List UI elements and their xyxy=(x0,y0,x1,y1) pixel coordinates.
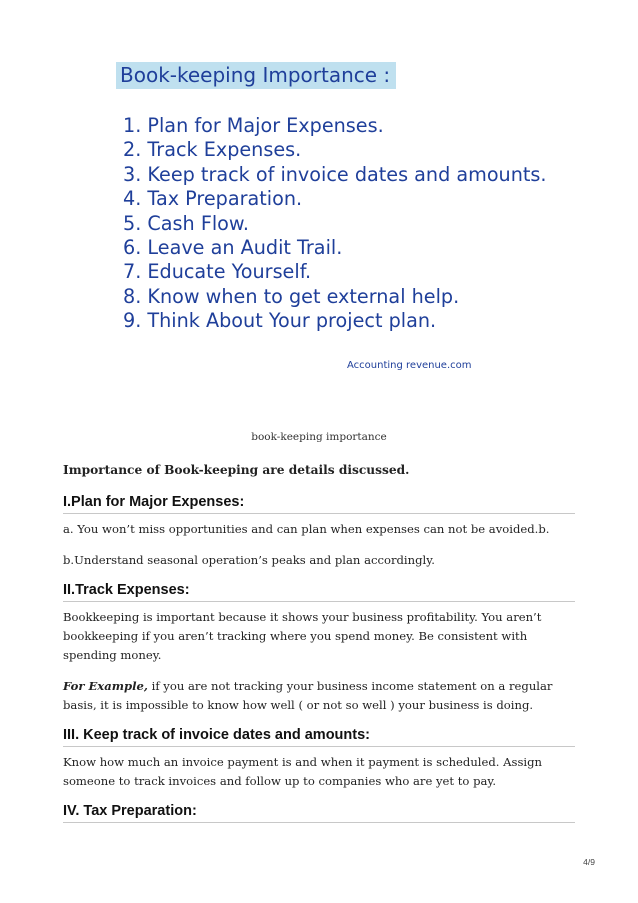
figure-list-item: 5. Cash Flow. xyxy=(123,211,249,235)
figure-list-item: 8. Know when to get external help. xyxy=(123,284,460,308)
figure-list-item: 7. Educate Yourself. xyxy=(123,260,312,284)
figure-source: Accounting revenue.com xyxy=(347,360,472,371)
article-body xyxy=(63,461,575,829)
section-paragraph: b.Understand seasonal operation’s peaks and plan accordingly. xyxy=(63,553,435,567)
figure-list-item: 6. Leave an Audit Trail. xyxy=(123,235,343,259)
figure-list-item: 2. Track Expenses. xyxy=(123,138,302,162)
figure-list xyxy=(123,114,547,334)
section-heading-plan: I.Plan for Major Expenses: xyxy=(63,494,575,514)
intro-text: Importance of Book-keeping are details discussed. xyxy=(63,463,410,477)
section-paragraph: Know how much an invoice payment is and when it payment is scheduled. Assign someone to track invoices and follow up to companies who are yet to pay. xyxy=(63,755,543,788)
example-label: For Example, xyxy=(63,679,148,693)
section-heading-invoice: III. Keep track of invoice dates and amounts: xyxy=(63,727,575,747)
figure-list-item: 1. Plan for Major Expenses. xyxy=(123,114,384,137)
section-heading-tax: IV. Tax Preparation: xyxy=(63,803,575,823)
bookkeeping-importance-figure xyxy=(103,58,547,393)
figure-list-item: 3. Keep track of invoice dates and amounts. xyxy=(123,162,547,186)
figure-caption: book-keeping importance xyxy=(251,431,387,443)
figure-list-item: 9. Think About Your project plan. xyxy=(123,309,437,333)
figure-list-item: 4. Tax Preparation. xyxy=(123,187,303,211)
page-number: 4/9 xyxy=(583,857,595,867)
figure-title: Book-keeping Importance : xyxy=(116,62,396,89)
section-paragraph: Bookkeeping is important because it shows your business profitability. You aren’t bookkeeping if you aren’t tracking where you spend money. Be consistent with spending money. xyxy=(63,610,542,662)
example-paragraph xyxy=(63,677,575,715)
example-text: if you are not tracking your business income statement on a regular basis, it is impossible to know how well ( or not so well ) your business is doing. xyxy=(63,679,553,712)
section-heading-track: II.Track Expenses: xyxy=(63,582,575,602)
section-paragraph: a. You won’t miss opportunities and can plan when expenses can not be avoided.b. xyxy=(63,522,550,536)
